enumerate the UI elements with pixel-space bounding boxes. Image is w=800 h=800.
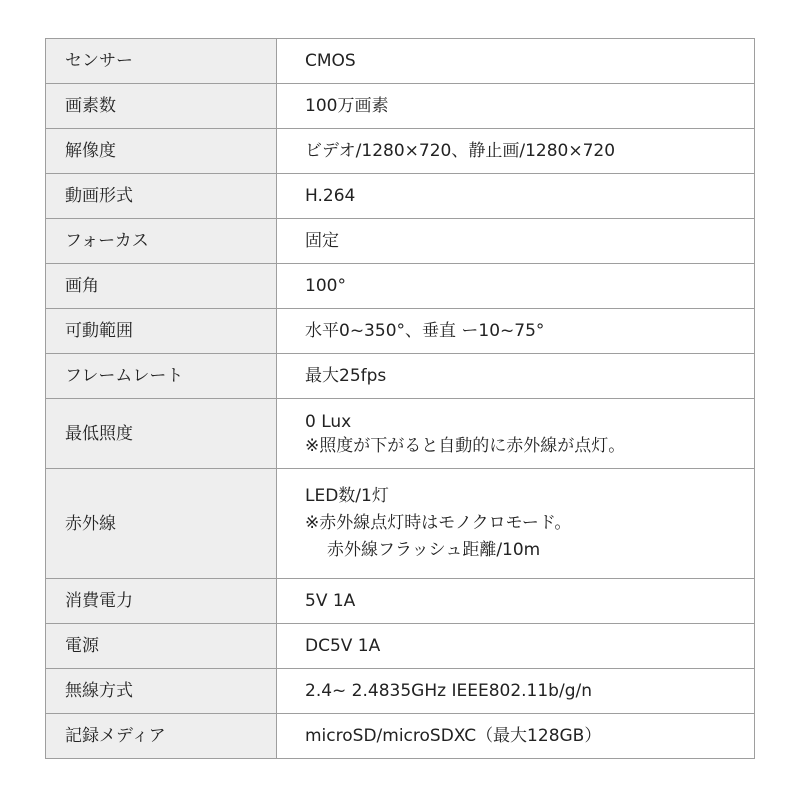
spec-value: [277, 219, 755, 264]
spec-value: [277, 469, 755, 579]
spec-value: [277, 174, 755, 219]
spec-label: 無線方式: [46, 669, 277, 714]
spec-value: [277, 39, 755, 84]
spec-row-video-format: [46, 174, 755, 219]
spec-value: [277, 354, 755, 399]
spec-value-line: 固定: [305, 231, 339, 251]
spec-value-line: microSD/microSDXC（最大128GB）: [305, 726, 602, 746]
spec-row-focus: [46, 219, 755, 264]
spec-value-line: LED数/1灯: [305, 486, 389, 506]
spec-row-power-supply: [46, 624, 755, 669]
spec-value-line: CMOS: [305, 51, 356, 71]
spec-value: [277, 264, 755, 309]
spec-label: 最低照度: [46, 399, 277, 469]
spec-row-view-angle: [46, 264, 755, 309]
spec-label: 赤外線: [46, 469, 277, 579]
spec-row-min-illumination: [46, 399, 755, 469]
spec-label: 画角: [46, 264, 277, 309]
spec-value: [277, 129, 755, 174]
spec-label: 画素数: [46, 84, 277, 129]
spec-value-line: 100万画素: [305, 96, 389, 116]
spec-row-power-consumption: [46, 579, 755, 624]
spec-row-movable-range: [46, 309, 755, 354]
spec-value-line: ビデオ/1280×720、静止画/1280×720: [305, 141, 616, 161]
spec-value-note: ※赤外線点灯時はモノクロモード。: [305, 513, 572, 533]
spec-label: 消費電力: [46, 579, 277, 624]
spec-value-line: 2.4~ 2.4835GHz IEEE802.11b/g/n: [305, 681, 592, 701]
spec-label: 可動範囲: [46, 309, 277, 354]
spec-row-sensor: [46, 39, 755, 84]
spec-value: [277, 399, 755, 469]
spec-value-line: 5V 1A: [305, 591, 356, 611]
spec-value-note: 赤外線フラッシュ距離/10m: [327, 540, 541, 560]
spec-row-resolution: [46, 129, 755, 174]
spec-label: 電源: [46, 624, 277, 669]
spec-value: [277, 714, 755, 759]
spec-value: [277, 579, 755, 624]
spec-value-line: 100°: [305, 276, 346, 296]
spec-row-pixels: [46, 84, 755, 129]
spec-value-line: H.264: [305, 186, 356, 206]
spec-value-line: 最大25fps: [305, 366, 387, 386]
spec-value: [277, 624, 755, 669]
spec-value-line: 0 Lux: [305, 411, 352, 432]
spec-value: [277, 309, 755, 354]
spec-value-line: DC5V 1A: [305, 636, 381, 656]
spec-value-line: 水平0~350°、垂直 ー10~75°: [305, 321, 545, 341]
spec-value: [277, 669, 755, 714]
spec-row-wireless: [46, 669, 755, 714]
spec-label: センサー: [46, 39, 277, 84]
spec-row-recording-media: [46, 714, 755, 759]
spec-label: フォーカス: [46, 219, 277, 264]
spec-label: 動画形式: [46, 174, 277, 219]
spec-value-note: ※照度が下がると自動的に赤外線が点灯。: [305, 435, 626, 456]
spec-label: 記録メディア: [46, 714, 277, 759]
spec-table: [45, 38, 755, 759]
spec-value: [277, 84, 755, 129]
spec-label: 解像度: [46, 129, 277, 174]
spec-row-infrared: [46, 469, 755, 579]
spec-label: フレームレート: [46, 354, 277, 399]
spec-row-frame-rate: [46, 354, 755, 399]
